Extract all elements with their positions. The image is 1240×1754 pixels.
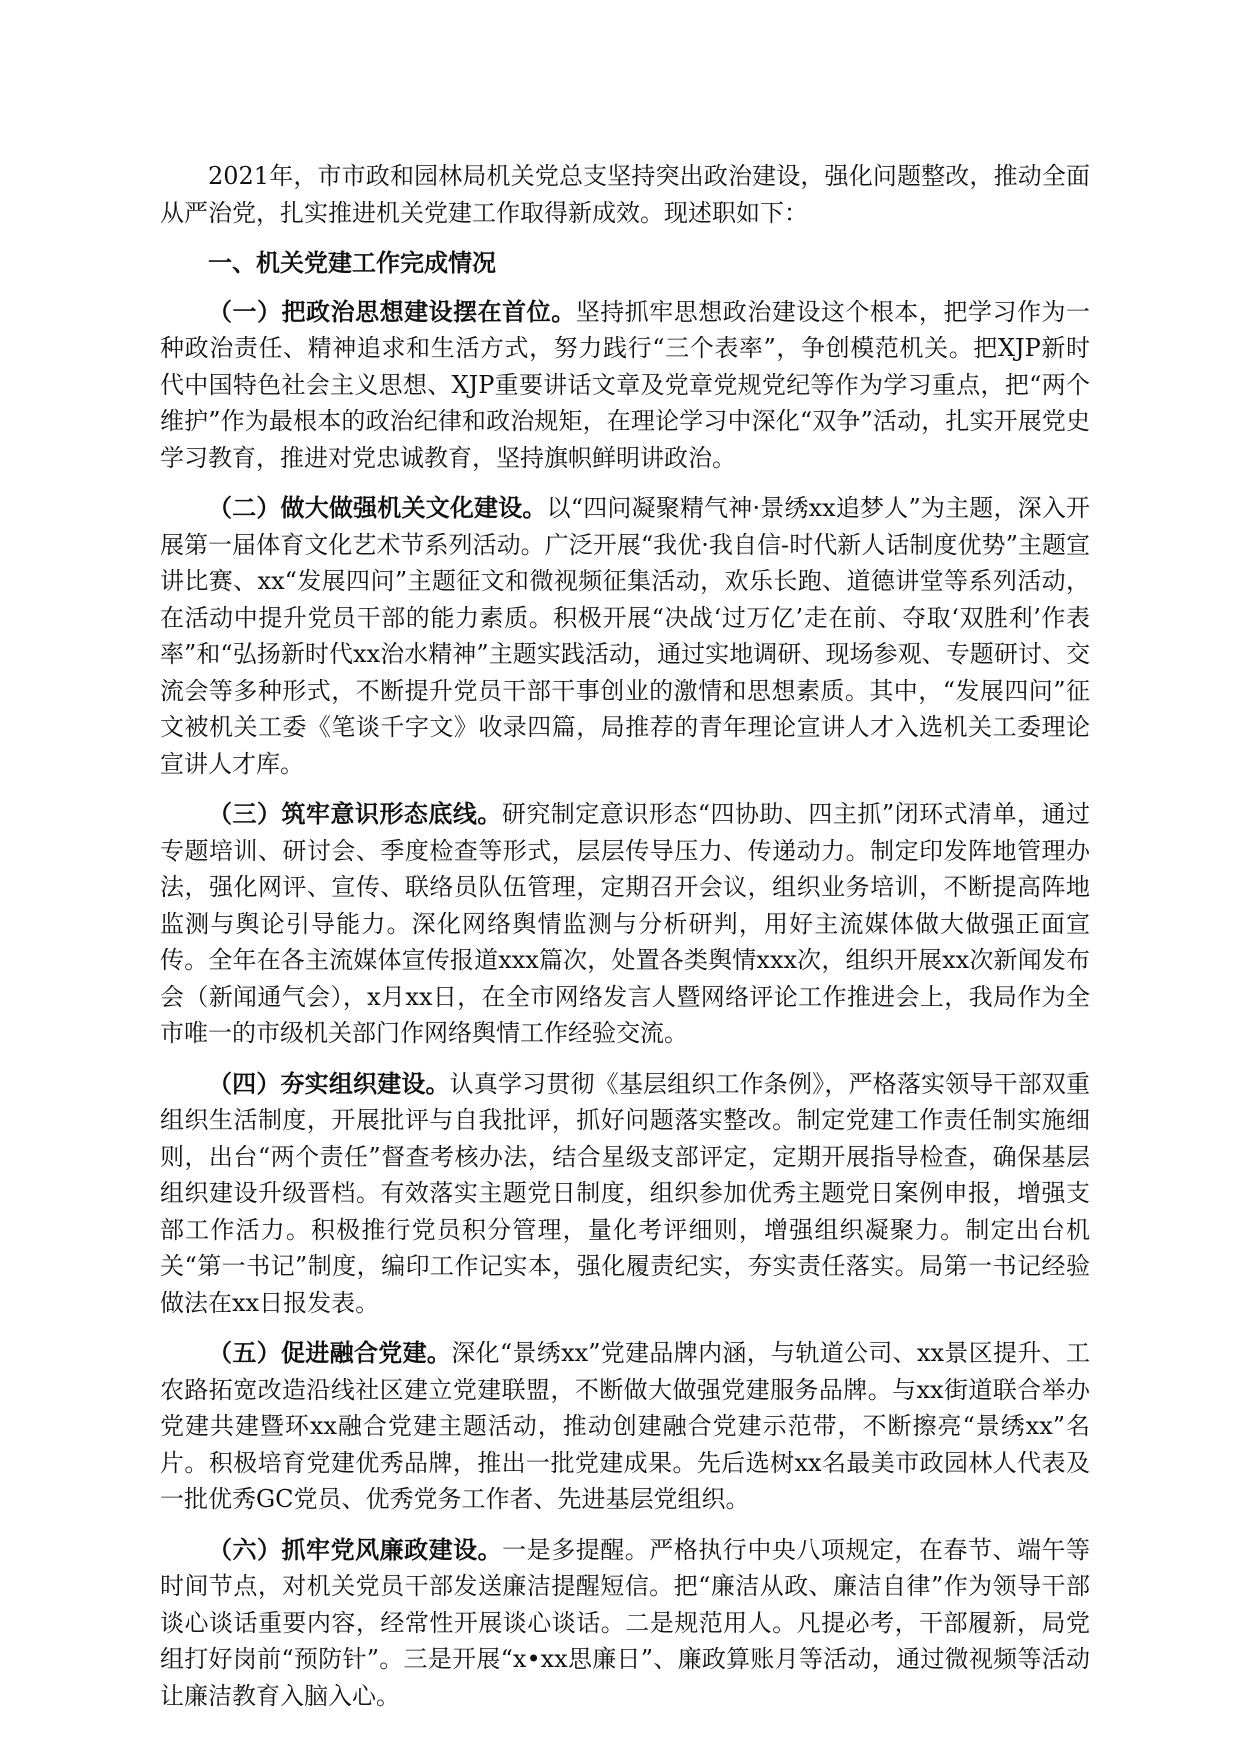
section-3 <box>160 796 1090 1052</box>
section-4 <box>160 1066 1090 1322</box>
section-5-body: 深化“景绣xx”党建品牌内涵，与轨道公司、xx景区提升、工农路拓宽改造沿线社区建立党建联盟，不断做大做强党建服务品牌。与xx街道联合举办党建共建暨环xx融合党建主题活动，推动创建融合党建示范带，不断擦亮“景绣xx”名片。积极培育党建优秀品牌，推出一批党建成果。先后选树xx名最美市政园林人代表及一批优秀GC党员、优秀党务工作者、先进基层党组织。 <box>160 1339 1090 1513</box>
section-heading: 一、机关党建工作完成情况 <box>208 249 496 277</box>
section-1 <box>160 294 1090 477</box>
section-4-body: 认真学习贯彻《基层组织工作条例》，严格落实领导干部双重组织生活制度，开展批评与自我批评，抓好问题落实整改。制定党建工作责任制实施细则，出台“两个责任”督查考核办法，结合星级支部评定，定期开展指导检查，确保基层组织建设升级晋档。有效落实主题党日制度，组织参加优秀主题党日案例申报，增强支部工作活力。积极推行党员积分管理，量化考评细则，增强组织凝聚力。制定出台机关“第一书记”制度，编印工作记实本，强化履责纪实，夯实责任落实。局第一书记经验做法在xx日报发表。 <box>160 1069 1091 1317</box>
section-1-body: 坚持抓牢思想政治建设这个根本，把学习作为一种政治责任、精神追求和生活方式，努力践行“三个表率”，争创模范机关。把XJP新时代中国特色社会主义思想、XJP重要讲话文章及党章党规党纪等作为学习重点，把“两个维护”作为最根本的政治纪律和政治规矩，在理论学习中深化“双争”活动，扎实开展党史学习教育，推进对党忠诚教育，坚持旗帜鲜明讲政治。 <box>160 297 1091 472</box>
section-6 <box>160 1532 1090 1715</box>
section-6-lead: （六）抓牢党风廉政建设。 <box>208 1535 503 1564</box>
section-2-body: 以“四问凝聚精气神·景绣xx追梦人”为主题，深入开展第一届体育文化艺术节系列活动。广泛开展“我优·我自信-时代新人话制度优势”主题宣讲比赛、xx“发展四问”主题征文和微视频征集活动，欢乐长跑、道德讲堂等系列活动，在活动中提升党员干部的能力素质。积极开展“决战‘过万亿’走在前、夺取‘双胜利’作表率”和“弘扬新时代xx治水精神”主题实践活动，通过实地调研、现场参观、专题研讨、交流会等多种形式，不断提升党员干部干事创业的激情和思想素质。其中，“发展四问”征文被机关工委《笔谈千字文》收录四篇，局推荐的青年理论宣讲人才入选机关工委理论宣讲人才库。 <box>160 494 1090 778</box>
section-3-lead: （三）筑牢意识形态底线。 <box>208 800 502 828</box>
section-2 <box>160 490 1090 782</box>
section-5-lead: （五）促进融合党建。 <box>208 1339 452 1367</box>
section-1-lead: （一）把政治思想建设摆在首位。 <box>208 297 576 326</box>
section-5 <box>160 1335 1090 1518</box>
intro-paragraph: 2021年，市市政和园林局机关党总支坚持突出政治建设，强化问题整改，推动全面从严治党，扎实推进机关党建工作取得新成效。现述职如下： <box>160 162 1090 227</box>
section-6-body: 一是多提醒。严格执行中央八项规定，在春节、端午等时间节点，对机关党员干部发送廉洁提醒短信。把“廉洁从政、廉洁自律”作为领导干部谈心谈话重要内容，经常性开展谈心谈话。二是规范用人。凡提必考，干部履新，局党组打好岗前“预防针”。三是开展“x•xx思廉日”、廉政算账月等活动，通过微视频等活动让廉洁教育入脑入心。 <box>160 1535 1090 1710</box>
section-3-body: 研究制定意识形态“四协助、四主抓”闭环式清单，通过专题培训、研讨会、季度检查等形式，层层传导压力、传递动力。制定印发阵地管理办法，强化网评、宣传、联络员队伍管理，定期召开会议，组织业务培训，不断提高阵地监测与舆论引导能力。深化网络舆情监测与分析研判，用好主流媒体做大做强正面宣传。全年在各主流媒体宣传报道xxx篇次，处置各类舆情xxx次，组织开展xx次新闻发布会（新闻通气会），x月xx日，在全市网络发言人暨网络评论工作推进会上，我局作为全市唯一的市级机关部门作网络舆情工作经验交流。 <box>160 800 1091 1047</box>
section-4-lead: （四）夯实组织建设。 <box>208 1069 450 1098</box>
section-2-lead: （二）做大做强机关文化建设。 <box>208 494 547 522</box>
